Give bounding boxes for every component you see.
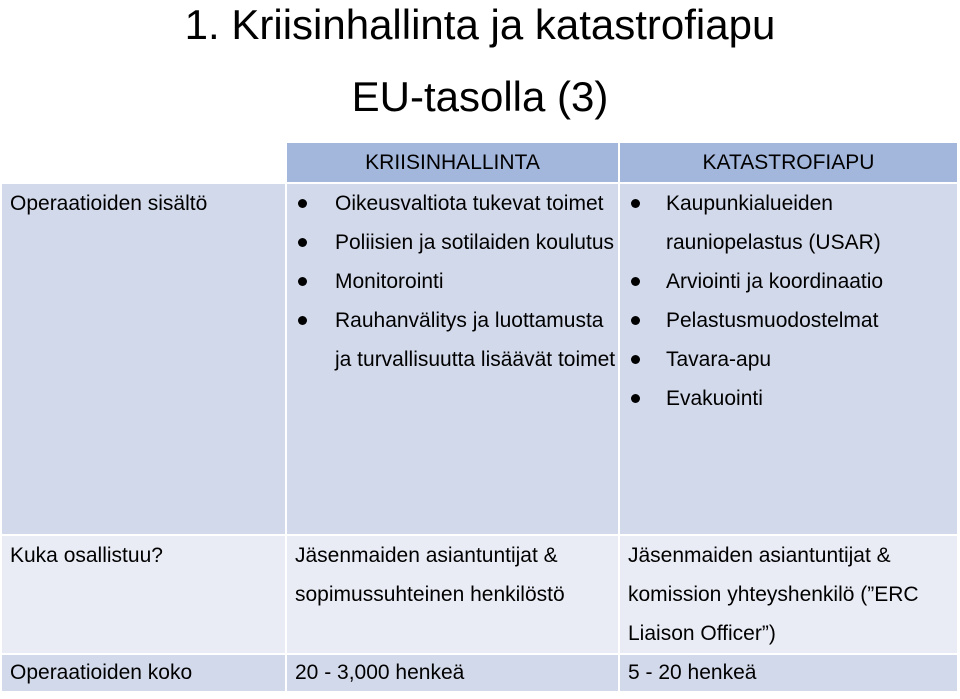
list-item: [620, 262, 957, 301]
list-item-text: Pelastusmuodostelmat: [666, 309, 879, 332]
bullet-icon: [298, 238, 307, 247]
slide-title-line1: 1. Kriisinhallinta ja katastrofiapu: [184, 1, 776, 48]
list-item: [287, 184, 618, 223]
cell-katastrofiapu-content: [619, 183, 958, 535]
table-row: [2, 654, 958, 691]
comparison-table: [2, 143, 959, 691]
bullet-icon: [631, 277, 640, 286]
cell-katastrofiapu-size: 5 - 20 henkeä: [619, 654, 958, 691]
row-label: Operaatioiden sisältö: [2, 183, 286, 535]
bullet-icon: [631, 394, 640, 403]
bullet-icon: [298, 277, 307, 286]
table-header-row: [2, 143, 958, 183]
list-item: [620, 184, 957, 262]
list-item-text: Evakuointi: [666, 387, 763, 410]
list-item-text: Arviointi ja koordinaatio: [666, 270, 884, 293]
bullet-icon: [298, 199, 307, 208]
list-item: [620, 301, 957, 340]
list-item-text: Monitorointi: [335, 270, 444, 293]
cell-katastrofiapu-participants: Jäsenmaiden asiantuntijat & komission yhteyshenkilö (”ERC Liaison Officer”): [619, 535, 958, 654]
list-item-text: Rauhanvälitys ja luottamusta ja turvallisuutta lisäävät toimet: [335, 309, 616, 371]
table-row: [2, 183, 958, 535]
cell-kriisinhallinta-participants: Jäsenmaiden asiantuntijat & sopimussuhteinen henkilöstö: [286, 535, 619, 654]
bullet-icon: [631, 316, 640, 325]
list-item: [287, 301, 618, 379]
bullet-icon: [631, 355, 640, 364]
list-item-text: Oikeusvaltiota tukevat toimet: [335, 192, 604, 215]
list-item-text: Kaupunkialueiden rauniopelastus (USAR): [666, 192, 881, 254]
header-katastrofiapu: KATASTROFIAPU: [619, 143, 958, 183]
header-kriisinhallinta: KRIISINHALLINTA: [286, 143, 619, 183]
row-label: Kuka osallistuu?: [2, 535, 286, 654]
slide-title-line2: EU-tasolla (3): [351, 73, 609, 120]
list-item-text: Poliisien ja sotilaiden koulutus: [335, 231, 614, 254]
table-row: [2, 535, 958, 654]
list-item: [620, 340, 957, 379]
cell-kriisinhallinta-size: 20 - 3,000 henkeä: [286, 654, 619, 691]
cell-kriisinhallinta-content: [286, 183, 619, 535]
bullet-icon: [298, 316, 307, 325]
row-label: Operaatioiden koko: [2, 654, 286, 691]
bullet-list: [287, 184, 618, 379]
header-empty-cell: [2, 143, 286, 183]
bullet-list: [620, 184, 957, 418]
bullet-icon: [631, 199, 640, 208]
list-item: [287, 262, 618, 301]
list-item: [620, 379, 957, 418]
list-item-text: Tavara-apu: [666, 348, 772, 371]
list-item: [287, 223, 618, 262]
